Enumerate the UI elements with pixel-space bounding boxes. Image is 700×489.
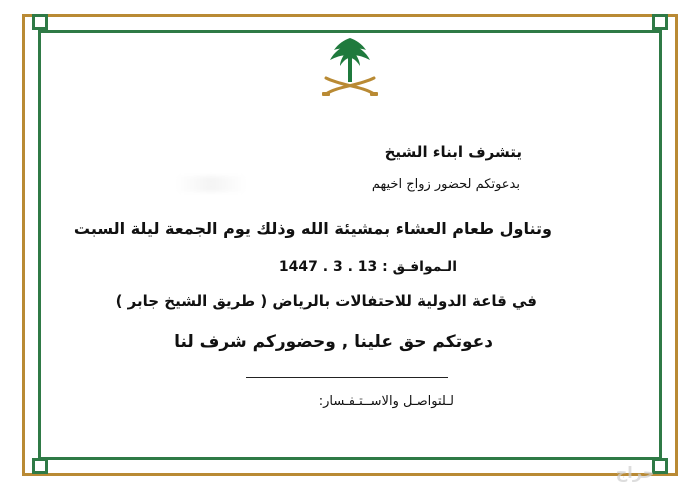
redacted-name — [176, 176, 246, 192]
watermark-icon — [585, 460, 685, 484]
honor-line: دعوتكم حق علينا , وحضوركم شرف لنا — [174, 332, 493, 352]
svg-text:حراج: حراج — [615, 463, 655, 482]
saudi-palm-swords-emblem-icon — [318, 34, 382, 106]
date-line: الـموافـق : 13 . 3 . 1447 — [278, 259, 457, 275]
invite-line: بدعوتكم لحضور زواج اخيهم — [371, 177, 520, 192]
divider-line — [246, 377, 448, 378]
corner-ornament — [32, 14, 48, 30]
dinner-line: وتناول طعام العشاء بمشيئة الله وذلك يوم الجمعة ليلة السبت — [73, 219, 552, 238]
venue-line: في قاعة الدولية للاحتفالات بالرياض ( طريق الشيخ جابر ) — [115, 292, 537, 310]
hosts-line: يتشرف ابناء الشيخ — [384, 143, 522, 161]
corner-ornament — [652, 14, 668, 30]
contact-line: لـلتواصـل والاســتـفـسار: — [318, 394, 454, 409]
watermark-logo — [585, 460, 685, 484]
corner-ornament — [32, 458, 48, 474]
